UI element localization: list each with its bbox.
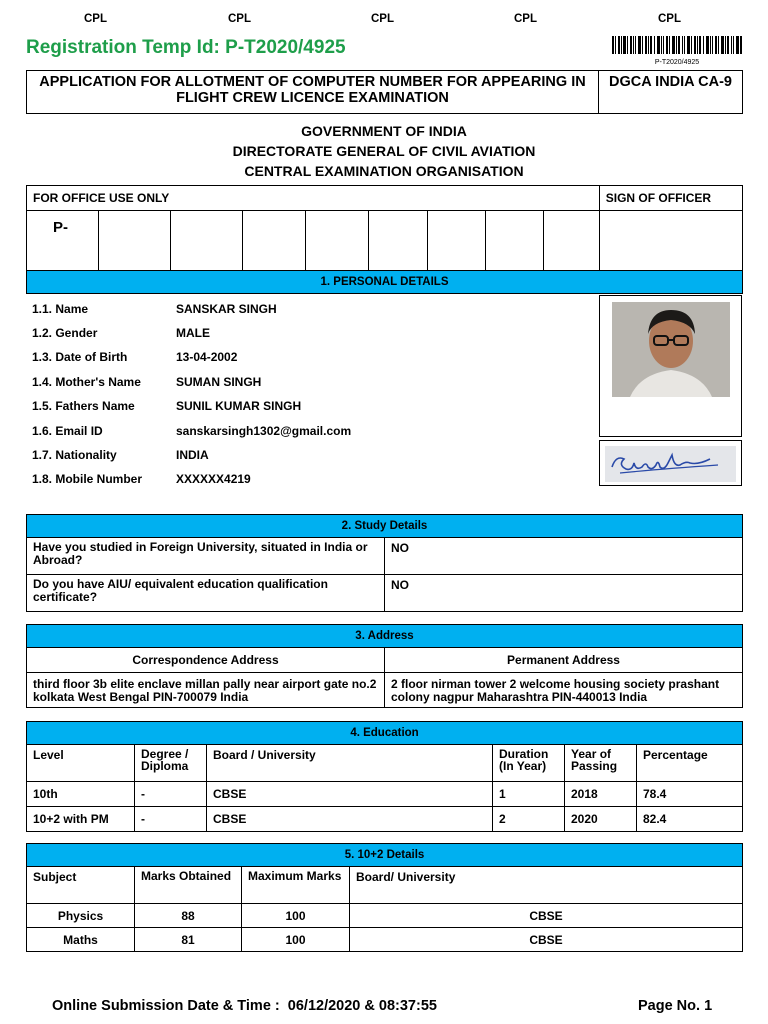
office-box [543,211,599,271]
office-box [427,211,485,271]
organisation-block [0,121,768,181]
col-header: Board / University [207,745,493,782]
cell-level: 10+2 with PM [27,807,135,832]
field-value-mobile: XXXXXX4219 [176,472,251,486]
address-table [26,624,743,708]
cell-board: CBSE [207,782,493,807]
org-line-1: GOVERNMENT OF INDIA [301,123,467,139]
study-answer: NO [385,575,743,612]
study-details-table [26,514,743,612]
cell-percentage: 82.4 [637,807,743,832]
education-heading: 4. Education [27,722,743,745]
field-value-dob: 13-04-2002 [176,350,238,364]
title-box [26,70,743,114]
correspondence-address-label: Correspondence Address [27,648,385,673]
officer-sign-box [599,211,742,271]
cell-year: 2020 [565,807,637,832]
page-number: Page No. 1 [638,998,713,1014]
field-label: 1.6. Email ID [32,424,103,438]
cell-marks: 88 [135,904,242,928]
office-use-table [26,185,743,271]
office-box [369,211,427,271]
field-label: 1.3. Date of Birth [32,350,128,364]
form-code: DGCA INDIA CA-9 [599,71,743,114]
plus2-details-table [26,843,743,952]
org-line-2: DIRECTORATE GENERAL OF CIVIL AVIATION [232,143,536,159]
col-header: Duration (In Year) [493,745,565,782]
applicant-photo [600,296,741,436]
education-table [26,721,743,832]
cell-degree: - [135,782,207,807]
cpl-label: CPL [228,13,251,25]
field-value-nationality: INDIA [176,448,209,462]
col-header: Year of Passing [565,745,637,782]
table-row [27,807,743,832]
cell-max-marks: 100 [242,904,350,928]
field-label: 1.7. Nationality [32,448,117,462]
signature-box [599,440,742,486]
field-value-father: SUNIL KUMAR SINGH [176,399,302,413]
cpl-label: CPL [658,13,681,25]
cell-marks: 81 [135,928,242,952]
plus2-heading: 5. 10+2 Details [27,844,743,867]
office-prefix: P- [27,211,99,271]
cpl-label: CPL [514,13,537,25]
cell-duration: 2 [493,807,565,832]
cell-degree: - [135,807,207,832]
barcode-caption: P-T2020/4925 [654,59,700,66]
barcode [612,36,742,66]
field-value-mother: SUMAN SINGH [176,375,262,389]
office-box [485,211,543,271]
field-label: 1.4. Mother's Name [32,375,141,389]
cpl-label: CPL [371,13,394,25]
personal-details-heading: 1. PERSONAL DETAILS [27,271,743,294]
cpl-label: CPL [84,13,107,25]
cell-board: CBSE [350,904,743,928]
field-value-email: sanskarsingh1302@gmail.com [176,424,352,438]
table-row [27,928,743,952]
permanent-address: 2 floor nirman tower 2 welcome housing society prashant colony nagpur Maharashtra PIN-440013 India [385,673,743,708]
submission-date-time: Online Submission Date & Time : 06/12/2020 & 08:37:55 [52,998,437,1014]
office-box [306,211,369,271]
col-header: Board/ University [350,867,743,904]
table-row [27,782,743,807]
study-answer: NO [385,538,743,575]
sign-of-officer-label: SIGN OF OFFICER [599,186,742,211]
cell-year: 2018 [565,782,637,807]
study-details-heading: 2. Study Details [27,515,743,538]
field-label: 1.5. Fathers Name [32,399,135,413]
cell-board: CBSE [207,807,493,832]
applicant-signature [600,441,741,485]
registration-temp-id: Registration Temp Id: P-T2020/4925 [26,37,346,58]
cell-percentage: 78.4 [637,782,743,807]
field-label: 1.8. Mobile Number [32,472,143,486]
office-box [171,211,243,271]
photo-box [599,295,742,437]
permanent-address-label: Permanent Address [385,648,743,673]
cell-level: 10th [27,782,135,807]
cell-subject: Maths [27,928,135,952]
col-header: Maximum Marks [242,867,350,904]
office-box [99,211,171,271]
cell-duration: 1 [493,782,565,807]
field-value-name: SANSKAR SINGH [176,302,277,316]
cell-board: CBSE [350,928,743,952]
address-heading: 3. Address [27,625,743,648]
study-question: Do you have AIU/ equivalent education qualification certificate? [27,575,385,612]
col-header: Degree / Diploma [135,745,207,782]
office-use-label: FOR OFFICE USE ONLY [27,186,600,211]
table-row [27,904,743,928]
cell-max-marks: 100 [242,928,350,952]
field-label: 1.1. Name [32,302,89,316]
org-line-3: CENTRAL EXAMINATION ORGANISATION [244,163,524,179]
field-label: 1.2. Gender [32,326,98,340]
personal-details-header [26,270,743,294]
barcode-icon [612,36,742,54]
correspondence-address: third floor 3b elite enclave millan pally near airport gate no.2 kolkata West Bengal PIN-700079 India [27,673,385,708]
col-header: Level [27,745,135,782]
study-question: Have you studied in Foreign University, situated in India or Abroad? [27,538,385,575]
field-value-gender: MALE [176,326,210,340]
col-header: Subject [27,867,135,904]
office-box [243,211,306,271]
col-header: Marks Obtained [135,867,242,904]
cell-subject: Physics [27,904,135,928]
col-header: Percentage [637,745,743,782]
form-title: APPLICATION FOR ALLOTMENT OF COMPUTER NUMBER FOR APPEARING IN FLIGHT CREW LICENCE EXAMINATION [27,71,599,114]
